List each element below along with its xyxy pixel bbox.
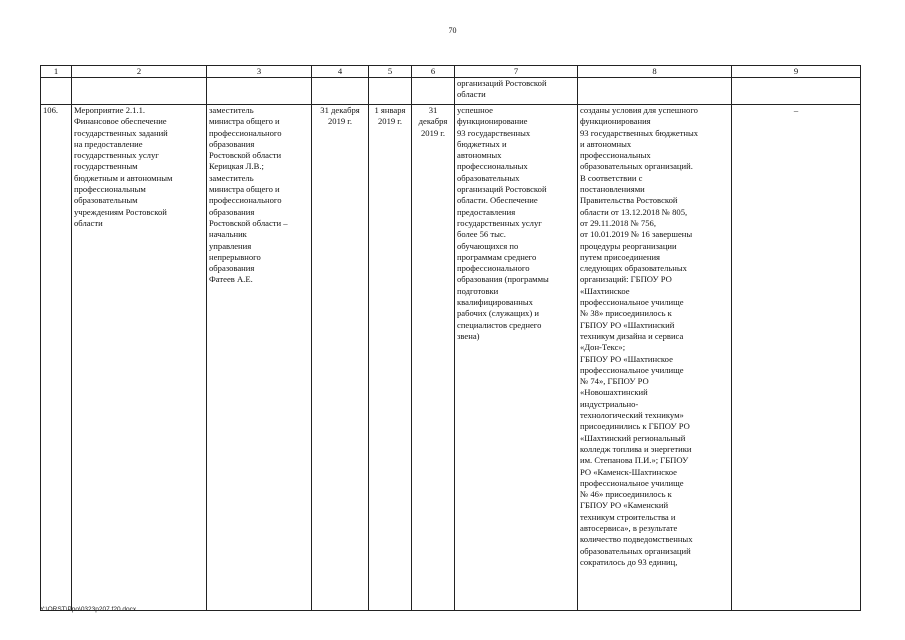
continuation-expected-result: организаций Ростовской области: [455, 78, 578, 105]
column-number-row: [41, 66, 861, 78]
cell-empty: [312, 78, 369, 105]
column-number: 5: [369, 66, 412, 78]
column-number: 9: [732, 66, 861, 78]
actual-end-date: 31 декабря 2019 г.: [412, 105, 455, 611]
event-name: Мероприятие 2.1.1. Финансовое обеспечение государственных заданий на предоставление государственных услуг государственным бюджетным и автономным профессиональным образовательным учреждениям Ростовской области: [72, 105, 207, 611]
column-number: 7: [455, 66, 578, 78]
column-number: 2: [72, 66, 207, 78]
planned-end-date: 31 декабря 2019 г.: [312, 105, 369, 611]
report-table: [40, 65, 861, 611]
column-number: 3: [207, 66, 312, 78]
cell-empty: [41, 78, 72, 105]
page-number: 70: [448, 26, 457, 35]
actual-start-date: 1 января 2019 г.: [369, 105, 412, 611]
column-number: 6: [412, 66, 455, 78]
actual-result: созданы условия для успешного функционирования 93 государственных бюджетных и автономных профессиональных образовательных организаций. В соответствии с постановлениями Правительства Ростовской области от 13.12.2018 № 805, от 29.11.2018 № 756, от 10.01.2019 № 16 завершены процедуры реорганизации путем присоединения следующих образовательных организаций: ГБПОУ РО «Шахтинское профессиональное училище № 38» присоединилось к ГБПОУ РО «Шахтинский техникум дизайна и сервиса «Дон-Текс»; ГБПОУ РО «Шахтинское профессиональное училище № 74», ГБПОУ РО «Новошахтинский индустриально- технологический техникум» присоединились к ГБПОУ РО «Шахтинский региональный колледж топлива и энергетики им. Степанова П.И.»; ГБПОУ РО «Каменск-Шахтинское профессиональное училище № 46» присоединилось к ГБПОУ РО «Каменский техникум строительства и автосервиса», в результате количество подведомственных образовательных организаций сократилось до 93 единиц,: [578, 105, 732, 611]
cell-empty: [369, 78, 412, 105]
cell-empty: [578, 78, 732, 105]
footer-file-path: Y:\ORST\Ppo\0323p207.f20.docx: [40, 606, 137, 613]
column-number: 4: [312, 66, 369, 78]
row-number: 106.: [41, 105, 72, 611]
table-row-106: [41, 105, 861, 611]
cell-empty: [207, 78, 312, 105]
responsible-executor: заместитель министра общего и профессионального образования Ростовской области Керицкая Л.В.; заместитель министра общего и профессионального образования Ростовской области – начальник управления непрерывного образования Фатеев А.Е.: [207, 105, 312, 611]
continuation-row: [41, 78, 861, 105]
cell-empty: [732, 78, 861, 105]
cell-empty: [72, 78, 207, 105]
column-number: 8: [578, 66, 732, 78]
column-number: 1: [41, 66, 72, 78]
cell-empty: [412, 78, 455, 105]
reasons: –: [732, 105, 861, 611]
expected-result: успешное функционирование 93 государственных бюджетных и автономных профессиональных образовательных организаций Ростовской области. Обеспечение предоставления государственных услуг более 56 тыс. обучающихся по программам среднего профессионального образования (программы подготовки квалифицированных рабочих (служащих) и специалистов среднего звена): [455, 105, 578, 611]
